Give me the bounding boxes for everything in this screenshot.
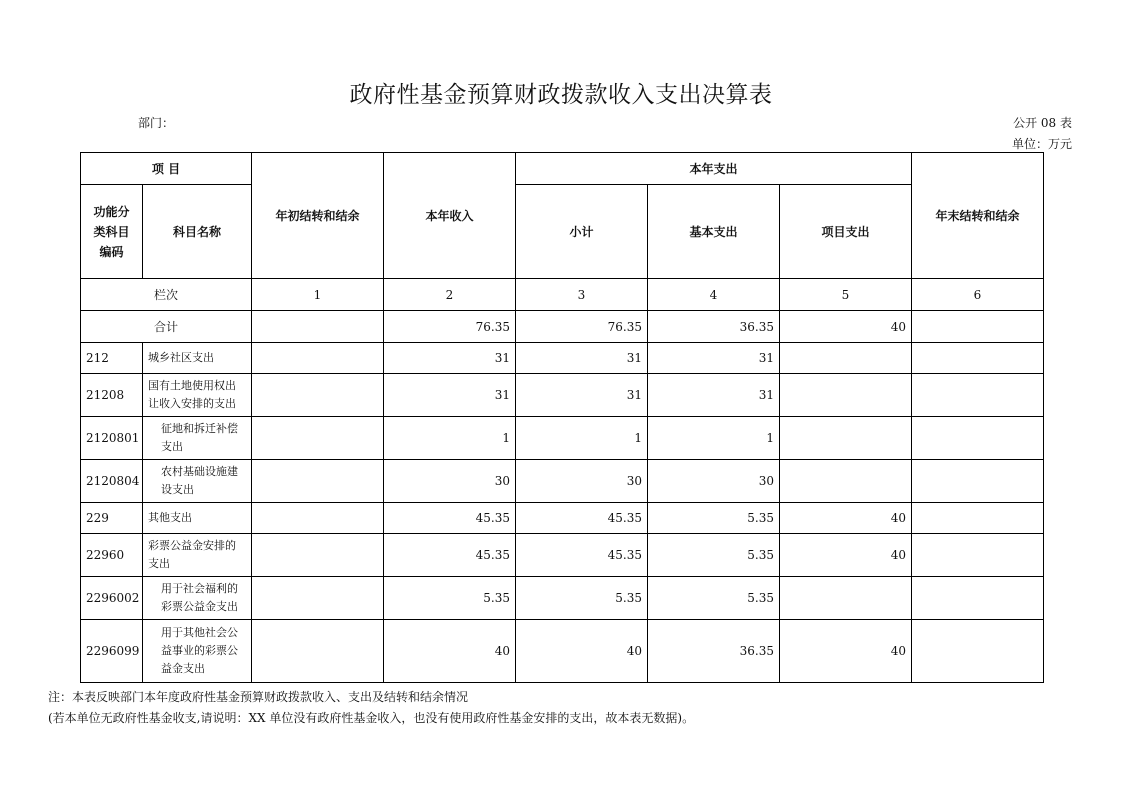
total-subtotal: 76.35: [516, 311, 648, 343]
header-current-expense: 本年支出: [516, 153, 912, 185]
row-name: 征地和拆迁补偿支出: [143, 417, 252, 460]
row-name: 农村基础设施建设支出: [143, 460, 252, 503]
table-row: [81, 534, 1044, 577]
total-income: 76.35: [384, 311, 516, 343]
table-number: 公开 08 表: [1013, 116, 1072, 130]
department-label: 部门：: [138, 116, 175, 130]
row-basic: 5.35: [648, 577, 780, 620]
table-row: [81, 460, 1044, 503]
row-basic: 36.35: [648, 620, 780, 683]
table-row: [81, 343, 1044, 374]
footnote: 注：本表反映部门本年度政府性基金预算财政拨款收入、支出及结转和结余情况: [48, 690, 469, 704]
row-name: 其他支出: [143, 503, 252, 534]
row-basic: 31: [648, 374, 780, 417]
header-func-code: [81, 185, 143, 279]
row-closing: [912, 417, 1044, 460]
row-income: 45.35: [384, 503, 516, 534]
table-row: [81, 503, 1044, 534]
column-index-label: 栏次: [81, 279, 252, 311]
row-basic: 1: [648, 417, 780, 460]
row-subtotal: 1: [516, 417, 648, 460]
header-project-expense: 项目支出: [780, 185, 912, 279]
row-code: 229: [81, 503, 143, 534]
fund-table: [80, 152, 1044, 683]
row-opening: [252, 577, 384, 620]
total-opening: [252, 311, 384, 343]
row-project: [780, 417, 912, 460]
header-row-1: [81, 153, 1044, 185]
total-label: 合计: [81, 311, 252, 343]
row-closing: [912, 577, 1044, 620]
header-func-code-line3: 编码: [99, 244, 124, 259]
row-code: 22960: [81, 534, 143, 577]
row-opening: [252, 417, 384, 460]
row-code: 2120801: [81, 417, 143, 460]
header-func-code-line2: 类科目: [93, 224, 130, 239]
row-basic: 5.35: [648, 534, 780, 577]
row-income: 1: [384, 417, 516, 460]
row-opening: [252, 343, 384, 374]
row-subtotal: 45.35: [516, 503, 648, 534]
row-project: 40: [780, 534, 912, 577]
row-closing: [912, 620, 1044, 683]
row-subtotal: 40: [516, 620, 648, 683]
row-income: 31: [384, 374, 516, 417]
row-income: 5.35: [384, 577, 516, 620]
header-closing-balance: 年末结转和结余: [912, 153, 1044, 279]
row-code: 2296002: [81, 577, 143, 620]
row-project: [780, 577, 912, 620]
row-opening: [252, 460, 384, 503]
row-name: 用于社会福利的彩票公益金支出: [143, 577, 252, 620]
row-project: 40: [780, 620, 912, 683]
column-index-cell: 4: [648, 279, 780, 311]
row-income: 40: [384, 620, 516, 683]
row-project: 40: [780, 503, 912, 534]
row-income: 31: [384, 343, 516, 374]
total-project: 40: [780, 311, 912, 343]
row-project: [780, 374, 912, 417]
column-index-cell: 6: [912, 279, 1044, 311]
unit-label: 单位：万元: [1011, 137, 1072, 151]
column-index-row: [81, 279, 1044, 311]
row-name: 城乡社区支出: [143, 343, 252, 374]
row-income: 30: [384, 460, 516, 503]
row-closing: [912, 343, 1044, 374]
header-row-2: [81, 185, 1044, 279]
column-index-cell: 2: [384, 279, 516, 311]
header-item: 项 目: [81, 153, 252, 185]
row-closing: [912, 534, 1044, 577]
row-project: [780, 343, 912, 374]
table-row: [81, 417, 1044, 460]
column-index-cell: 1: [252, 279, 384, 311]
row-opening: [252, 620, 384, 683]
row-basic: 5.35: [648, 503, 780, 534]
row-subtotal: 5.35: [516, 577, 648, 620]
row-name: 用于其他社会公益事业的彩票公益金支出: [143, 620, 252, 683]
row-code: 212: [81, 343, 143, 374]
row-opening: [252, 374, 384, 417]
row-income: 45.35: [384, 534, 516, 577]
row-basic: 30: [648, 460, 780, 503]
row-subtotal: 30: [516, 460, 648, 503]
row-closing: [912, 374, 1044, 417]
row-code: 2296099: [81, 620, 143, 683]
row-code: 21208: [81, 374, 143, 417]
header-subtotal: 小计: [516, 185, 648, 279]
row-name: 彩票公益金安排的支出: [143, 534, 252, 577]
table-row: [81, 577, 1044, 620]
header-func-code-line1: 功能分: [93, 204, 130, 219]
total-row: [81, 311, 1044, 343]
total-closing: [912, 311, 1044, 343]
header-subject-name: 科目名称: [143, 185, 252, 279]
table-row: [81, 374, 1044, 417]
row-project: [780, 460, 912, 503]
row-closing: [912, 460, 1044, 503]
column-index-cell: 5: [780, 279, 912, 311]
row-closing: [912, 503, 1044, 534]
table-row: [81, 620, 1044, 683]
row-opening: [252, 503, 384, 534]
header-opening-balance: 年初结转和结余: [252, 153, 384, 279]
row-subtotal: 45.35: [516, 534, 648, 577]
page-title: 政府性基金预算财政拨款收入支出决算表: [349, 82, 773, 108]
column-index-cell: 3: [516, 279, 648, 311]
header-basic-expense: 基本支出: [648, 185, 780, 279]
row-code: 2120804: [81, 460, 143, 503]
footnote-explanation: (若本单位无政府性基金收支,请说明：XX 单位没有政府性基金收入，也没有使用政府性基金安排的支出，故本表无数据)。: [48, 711, 695, 725]
row-subtotal: 31: [516, 343, 648, 374]
row-subtotal: 31: [516, 374, 648, 417]
row-name: 国有土地使用权出让收入安排的支出: [143, 374, 252, 417]
total-basic: 36.35: [648, 311, 780, 343]
header-current-income: 本年收入: [384, 153, 516, 279]
row-opening: [252, 534, 384, 577]
row-basic: 31: [648, 343, 780, 374]
